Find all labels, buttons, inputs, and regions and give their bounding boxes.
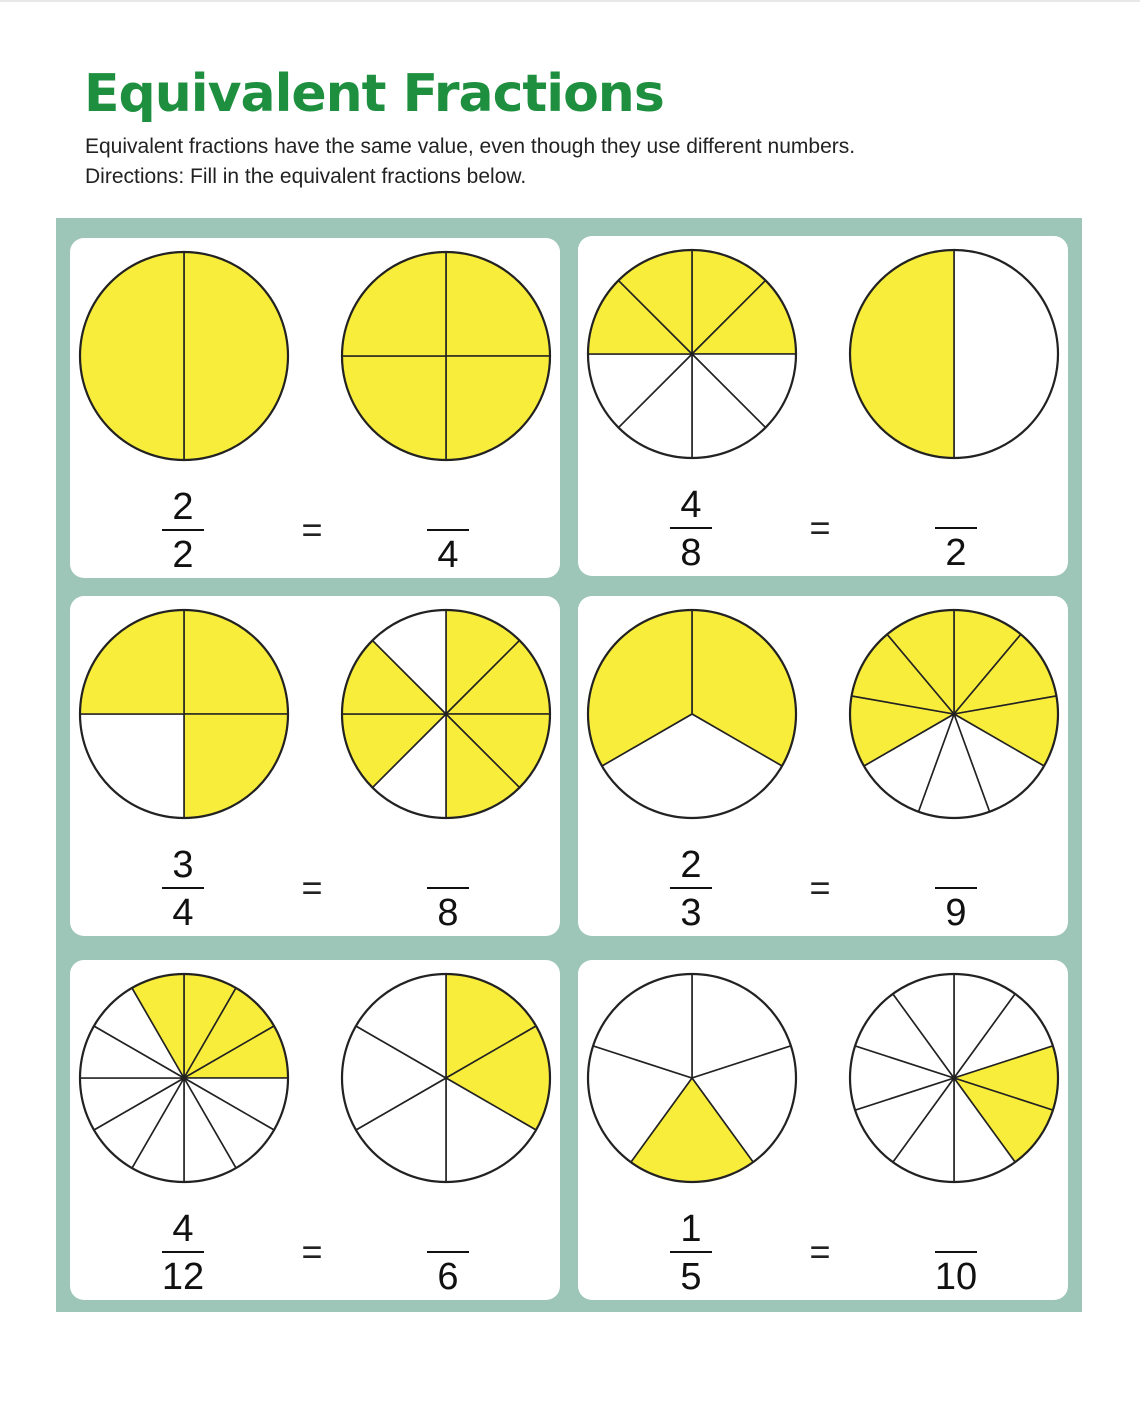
left-fraction-circle: [588, 250, 796, 458]
right-fraction-circle: [850, 250, 1058, 458]
equals-sign: =: [809, 507, 831, 548]
right-fraction-bar: [427, 529, 469, 531]
shaded-sector: [342, 356, 446, 460]
fraction-circles: [70, 596, 560, 846]
left-fraction-circle: [80, 610, 288, 818]
left-fraction-circle: [588, 610, 796, 818]
left-denominator: 2: [172, 534, 194, 576]
right-fraction-bar: [427, 1251, 469, 1253]
fraction-circles: [578, 596, 1068, 846]
shaded-sector: [184, 610, 288, 714]
left-denominator: 12: [161, 1256, 205, 1298]
right-fraction-circle: [342, 610, 550, 818]
worksheet-frame: [56, 218, 1082, 1312]
shaded-sector: [446, 356, 550, 460]
problem-card-3: [70, 596, 560, 936]
left-numerator: 4: [680, 484, 702, 526]
right-denominator: 9: [945, 892, 967, 934]
left-denominator: 4: [172, 892, 194, 934]
left-numerator: 3: [172, 844, 194, 886]
left-numerator: 4: [172, 1208, 194, 1250]
fraction-circles: [578, 960, 1068, 1210]
left-fraction-circle: [80, 974, 288, 1182]
right-fraction-bar: [935, 1251, 977, 1253]
left-denominator: 3: [680, 892, 702, 934]
equals-sign: =: [301, 867, 323, 908]
right-fraction-bar: [935, 887, 977, 889]
left-fraction-bar: [670, 1251, 712, 1253]
directions-text: Directions: Fill in the equivalent fractions below.: [85, 165, 527, 188]
shaded-sector: [184, 714, 288, 818]
problem-card-4: [578, 596, 1068, 936]
fraction-circles: [70, 238, 560, 488]
equals-sign: =: [809, 1231, 831, 1272]
right-denominator: 6: [437, 1256, 459, 1298]
right-fraction-circle: [850, 610, 1058, 818]
left-fraction-bar: [670, 527, 712, 529]
right-fraction-bar: [935, 527, 977, 529]
left-numerator: 1: [680, 1208, 702, 1250]
right-fraction-circle: [342, 252, 550, 460]
left-denominator: 8: [680, 532, 702, 574]
right-denominator: 4: [437, 534, 459, 576]
left-fraction-bar: [162, 1251, 204, 1253]
right-denominator: 2: [945, 532, 967, 574]
intro-text: Equivalent fractions have the same value, even though they use different numbers.: [85, 135, 856, 158]
shaded-sector: [850, 250, 954, 458]
equals-sign: =: [301, 1231, 323, 1272]
fraction-circles: [70, 960, 560, 1210]
shaded-sector: [184, 252, 288, 460]
left-numerator: 2: [172, 486, 194, 528]
problem-card-2: [578, 236, 1068, 576]
right-fraction-circle: [342, 974, 550, 1182]
shaded-sector: [80, 610, 184, 714]
problem-card-1: [70, 238, 560, 578]
equals-sign: =: [809, 867, 831, 908]
left-fraction-bar: [162, 529, 204, 531]
left-fraction-circle: [588, 974, 796, 1182]
fraction-circles: [578, 236, 1068, 486]
unshaded-sector: [954, 250, 1058, 458]
left-fraction-bar: [670, 887, 712, 889]
problem-card-5: [70, 960, 560, 1300]
left-fraction-bar: [162, 887, 204, 889]
right-denominator: 8: [437, 892, 459, 934]
page-title: Equivalent Fractions: [84, 64, 664, 124]
right-denominator: 10: [934, 1256, 978, 1298]
right-fraction-bar: [427, 887, 469, 889]
right-fraction-circle: [850, 974, 1058, 1182]
shaded-sector: [80, 252, 184, 460]
shaded-sector: [342, 252, 446, 356]
equals-sign: =: [301, 509, 323, 550]
problem-card-6: [578, 960, 1068, 1300]
shaded-sector: [446, 252, 550, 356]
left-denominator: 5: [680, 1256, 702, 1298]
page-top-rule: [0, 0, 1140, 2]
left-numerator: 2: [680, 844, 702, 886]
left-fraction-circle: [80, 252, 288, 460]
unshaded-sector: [80, 714, 184, 818]
